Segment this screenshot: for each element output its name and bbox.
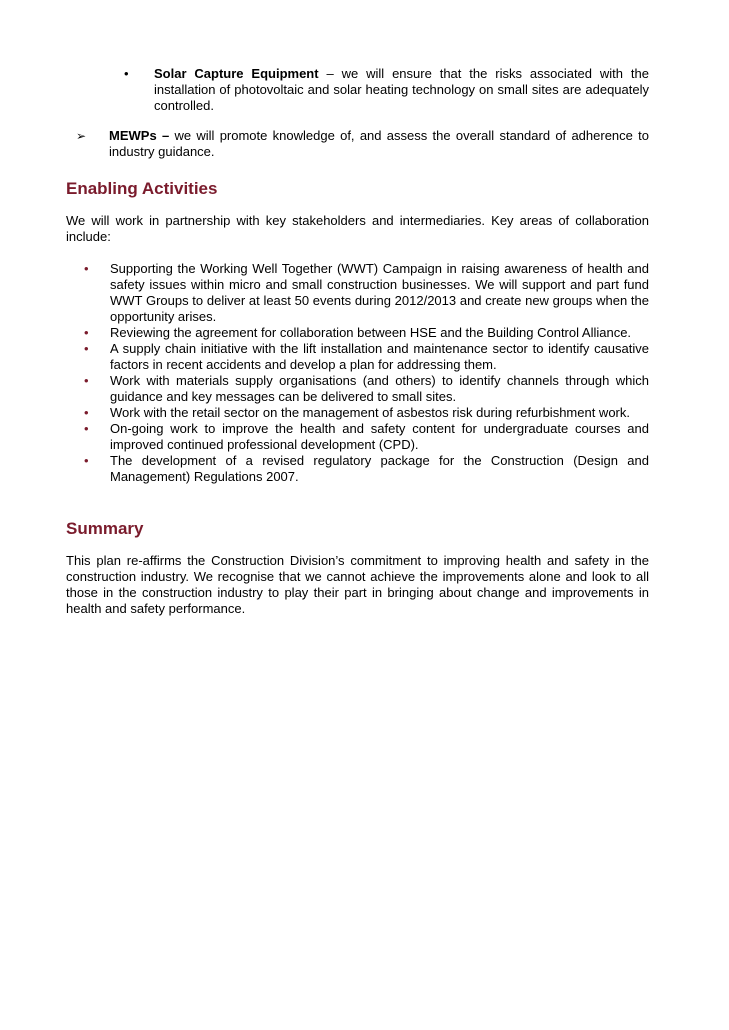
enabling-intro-paragraph: We will work in partnership with key stakeholders and intermediaries. Key areas of collaboration include:: [66, 213, 649, 244]
list-item: [84, 373, 649, 405]
list-item: [84, 325, 649, 341]
list-item-text: Reviewing the agreement for collaboration between HSE and the Building Control Alliance.: [110, 325, 632, 340]
list-item-text: Supporting the Working Well Together (WWT) Campaign in raising awareness of health and safety issues within micro and small construction businesses. We will support and part fund WWT Groups to deliver at least 50 events during 2012/2013 and create new groups when the opportunity arises.: [110, 261, 649, 324]
solar-capture-body: – we will ensure that the risks associated with the installation of photovoltaic and solar heating technology on small sites are adequately controlled.: [154, 66, 649, 113]
list-item-text: A supply chain initiative with the lift installation and maintenance sector to identify causative factors in recent accidents and develop a plan for addressing them.: [110, 341, 649, 372]
list-item-text: On-going work to improve the health and safety content for undergraduate courses and improved continued professional development (CPD).: [110, 421, 649, 452]
enabling-activities-list: [84, 261, 649, 485]
bullet-dot: •: [84, 341, 89, 356]
bullet-dot: •: [84, 261, 89, 276]
bullet-dot: •: [84, 373, 89, 388]
solar-capture-text: [154, 66, 649, 114]
bullet-dot: •: [124, 66, 129, 81]
summary-heading: Summary: [66, 519, 144, 538]
bullet-dot: •: [84, 405, 89, 420]
list-item: [84, 405, 649, 421]
enabling-activities-heading: Enabling Activities: [66, 179, 218, 198]
list-item-text: Work with the retail sector on the management of asbestos risk during refurbishment work.: [110, 405, 630, 420]
mewps-body: we will promote knowledge of, and assess the overall standard of adherence to industry guidance.: [109, 128, 650, 159]
list-item: [84, 421, 649, 453]
mewps-title: MEWPs –: [109, 128, 170, 143]
summary-paragraph: This plan re-affirms the Construction Division’s commitment to improving health and safety in the construction industry. We recognise that we cannot achieve the improvements alone and look to all those in the construction industry to play their part in bringing about change and improvements in health and safety performance.: [66, 553, 649, 616]
solar-capture-item: [124, 66, 649, 114]
list-item-text: The development of a revised regulatory package for the Construction (Design and Management) Regulations 2007.: [110, 453, 649, 484]
list-item: [84, 453, 649, 485]
list-item: [84, 341, 649, 373]
arrow-bullet-icon: ➢: [76, 129, 87, 143]
solar-capture-title: Solar Capture Equipment: [154, 66, 319, 81]
bullet-dot: •: [84, 325, 89, 340]
mewps-text: [109, 128, 649, 160]
list-item: [84, 261, 649, 325]
mewps-item: [76, 128, 649, 160]
list-item-text: Work with materials supply organisations (and others) to identify channels through which guidance and key messages can be delivered to small sites.: [110, 373, 649, 404]
bullet-dot: •: [84, 453, 89, 468]
bullet-dot: •: [84, 421, 89, 436]
